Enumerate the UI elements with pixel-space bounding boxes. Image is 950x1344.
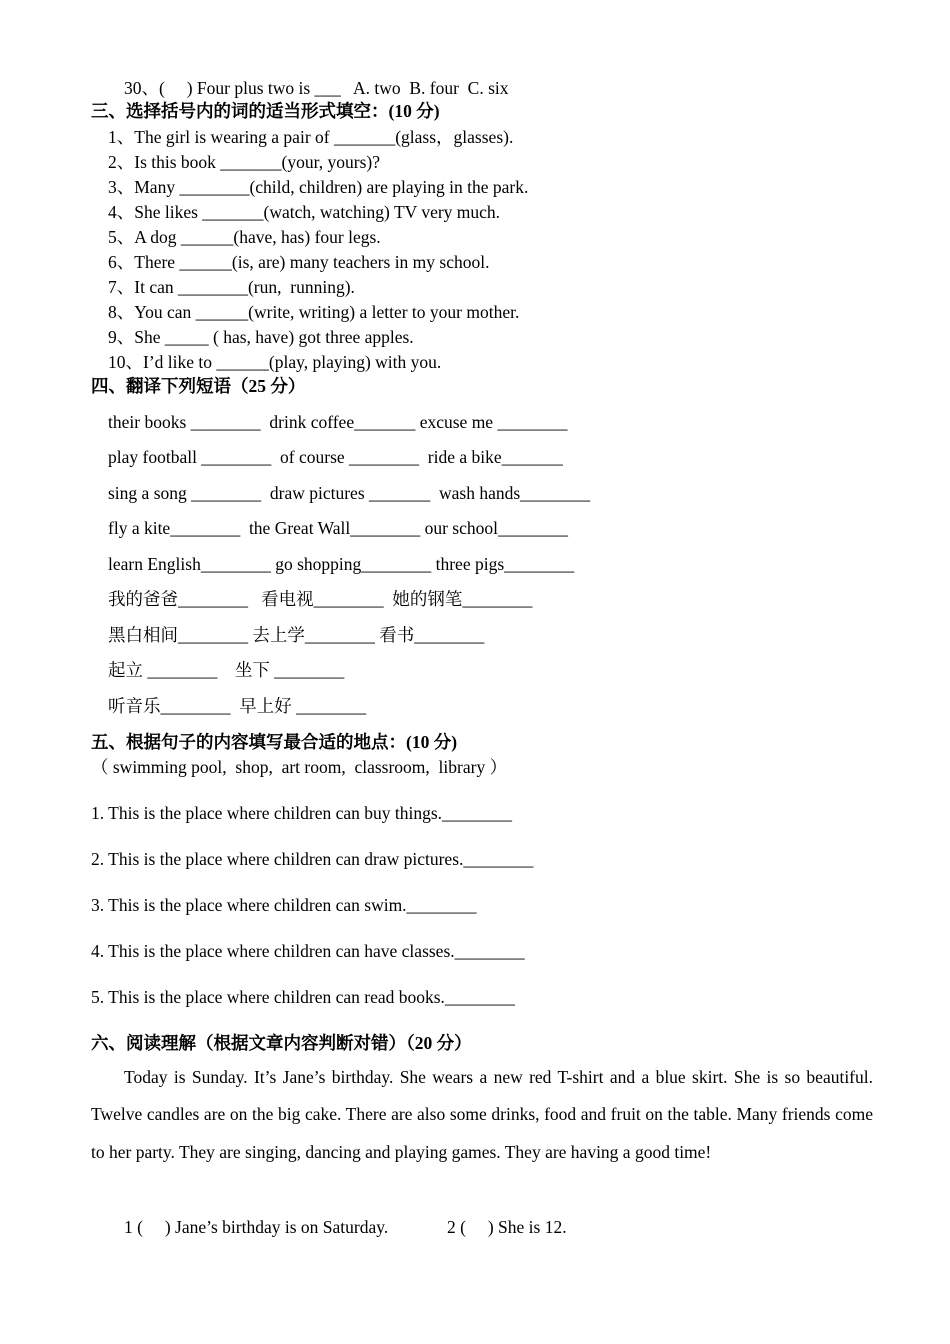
section-3-item: 3、Many ________(child, children) are playing in the park. bbox=[108, 177, 529, 197]
section-4-row: 黑白相间________ 去上学________ 看书________ bbox=[108, 625, 485, 645]
section-3-item: 4、She likes _______(watch, watching) TV very much. bbox=[108, 202, 501, 222]
section-5-item: 3. This is the place where children can swim.________ bbox=[91, 895, 477, 915]
question-30: 30、( ) Four plus two is ___ A. two B. four C. six bbox=[124, 78, 509, 98]
section-3-item: 10、I’d like to ______(play, playing) with you. bbox=[108, 352, 442, 372]
section-4-row: learn English________ go shopping________ three pigs________ bbox=[108, 554, 575, 574]
section-3-heading: 三、选择括号内的词的适当形式填空：(10 分) bbox=[91, 101, 440, 121]
section-4-row: 起立 ________ 坐下 ________ bbox=[108, 660, 345, 680]
section-5-heading: 五、根据句子的内容填写最合适的地点：(10 分) bbox=[91, 732, 458, 752]
section-3-item: 6、There ______(is, are) many teachers in my school. bbox=[108, 252, 490, 272]
section-5-item: 4. This is the place where children can have classes.________ bbox=[91, 941, 525, 961]
reading-question-1: 1 ( ) Jane’s birthday is on Saturday. bbox=[124, 1217, 389, 1237]
section-4-heading: 四、翻译下列短语（25 分） bbox=[91, 376, 306, 396]
section-5-item: 5. This is the place where children can read books.________ bbox=[91, 987, 515, 1007]
section-4-row: their books ________ drink coffee_______ excuse me ________ bbox=[108, 412, 568, 432]
section-3-item: 7、It can ________(run, running). bbox=[108, 277, 355, 297]
section-5-item: 2. This is the place where children can draw pictures.________ bbox=[91, 849, 534, 869]
section-3-item: 9、She _____ ( has, have) got three apples. bbox=[108, 327, 414, 347]
section-3-item: 1、The girl is wearing a pair of _______(glass，glasses). bbox=[108, 127, 514, 147]
section-4-row: fly a kite________ the Great Wall________ our school________ bbox=[108, 518, 568, 538]
section-3-item: 2、Is this book _______(your, yours)? bbox=[108, 152, 380, 172]
section-5-item: 1. This is the place where children can buy things.________ bbox=[91, 803, 513, 823]
section-4-row: play football ________ of course ________ ride a bike_______ bbox=[108, 447, 563, 467]
section-5-options: （ swimming pool, shop, art room, classroom, library ） bbox=[91, 757, 508, 777]
section-4-row: 听音乐________ 早上好 ________ bbox=[108, 696, 367, 716]
reading-passage: Today is Sunday. It’s Jane’s birthday. She wears a new red T-shirt and a blue skirt. She is so beautiful. Twelve candles are on the big cake. There are also some drinks, food and fruit on the table. Many friends come to her party. They are singing, dancing and playing games. They are having a good time! bbox=[91, 1067, 873, 1162]
section-3-item: 8、You can ______(write, writing) a letter to your mother. bbox=[108, 302, 520, 322]
section-6-heading: 六、阅读理解（根据文章内容判断对错）（20 分） bbox=[91, 1033, 472, 1053]
section-4-row: sing a song ________ draw pictures _______ wash hands________ bbox=[108, 483, 591, 503]
reading-question-2: 2 ( ) She is 12. bbox=[447, 1217, 567, 1237]
section-4-row: 我的爸爸________ 看电视________ 她的钢笔________ bbox=[108, 589, 533, 609]
section-3-item: 5、A dog ______(have, has) four legs. bbox=[108, 227, 381, 247]
